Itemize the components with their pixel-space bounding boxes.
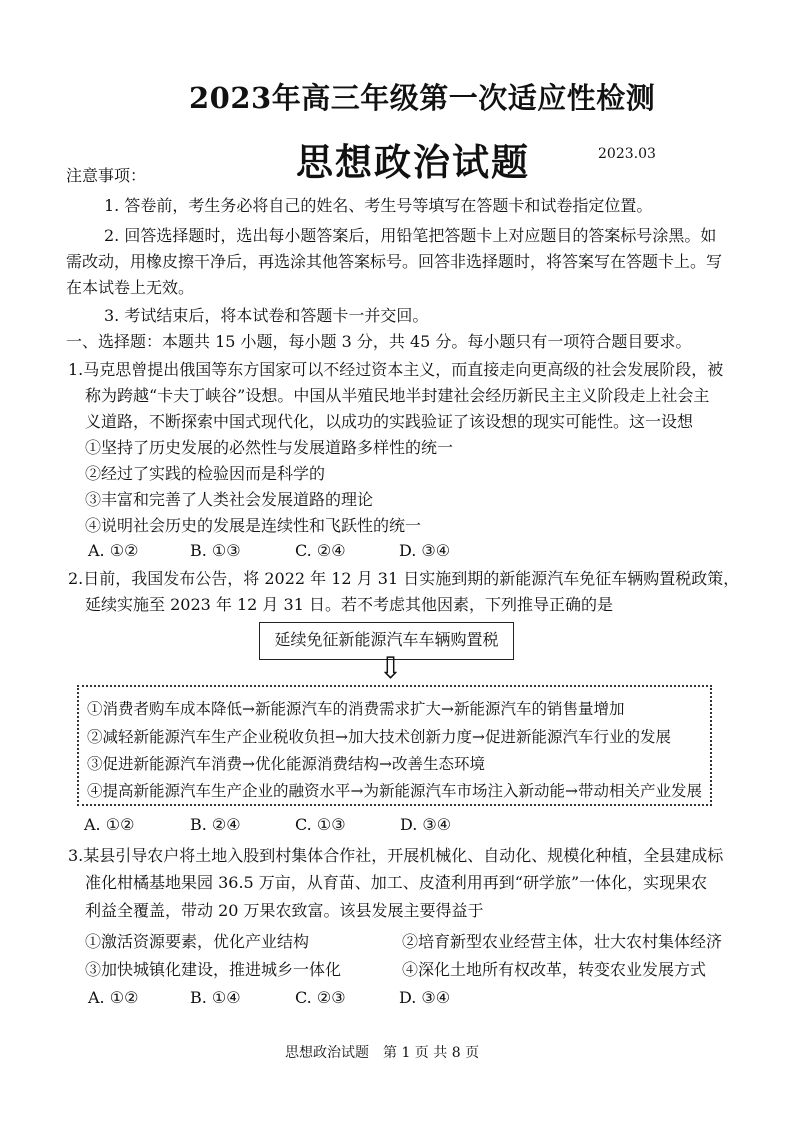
chain-2: ②减轻新能源汽车生产企业税收负担→加大技术创新力度→促进新能源汽车行业的发展 — [87, 728, 671, 746]
q1-statement-3: ③丰富和完善了人类社会发展道路的理论 — [85, 490, 374, 509]
q3-statement-4: ④深化土地所有权改革，转变农业发展方式 — [402, 960, 707, 979]
notice-item-1: 1. 答卷前，考生务必将自己的姓名、考生号等填写在答题卡和试卷指定位置。 — [104, 196, 653, 215]
q3-option-d[interactable]: D. ③④ — [399, 988, 451, 1007]
q3-statement-3: ③加快城镇化建设，推进城乡一体化 — [85, 960, 342, 979]
q3-line-2: 准化柑橘基地果园 36.5 万亩，从育苗、加工、皮渣利用再到“研学旅”一体化，实现果农 — [85, 873, 708, 892]
q2-option-b[interactable]: B. ②④ — [190, 815, 241, 834]
policy-box-title: 延续免征新能源汽车车辆购置税 — [274, 630, 499, 649]
q1-line-2: 称为跨越“卡夫丁峡谷”设想。中国从半殖民地半封建社会经历新民主主义阶段走上社会主 — [85, 386, 710, 405]
q3-line-1: 3.某县引导农户将土地入股到村集体合作社，开展机械化、自动化、规模化种植，全县建成标 — [68, 846, 724, 865]
q3-option-c[interactable]: C. ②③ — [295, 988, 346, 1007]
q1-option-b[interactable]: B. ①③ — [190, 541, 241, 560]
q1-option-a[interactable]: A. ①② — [88, 541, 139, 560]
q1-option-d[interactable]: D. ③④ — [399, 541, 451, 560]
q1-option-c[interactable]: C. ②④ — [295, 541, 346, 560]
q2-option-d[interactable]: D. ③④ — [400, 815, 452, 834]
q1-statement-4: ④说明社会历史的发展是连续性和飞跃性的统一 — [85, 516, 422, 535]
q1-line-3: 义道路，不断探索中国式现代化，以成功的实践验证了该设想的现实可能性。这一设想 — [85, 412, 694, 431]
q2-line-1: 2.日前，我国发布公告，将 2022 年 12 月 31 日实施到期的新能源汽车免征车辆购置税政策， — [68, 569, 740, 588]
notice-heading: 注意事项： — [66, 166, 147, 185]
q1-statement-2: ②经过了实践的检验因而是科学的 — [85, 464, 326, 483]
q3-option-a[interactable]: A. ①② — [88, 988, 139, 1007]
q3-statement-2: ②培育新型农业经营主体，壮大农村集体经济 — [402, 932, 723, 951]
q2-option-a[interactable]: A. ①② — [84, 815, 135, 834]
q3-statement-1: ①激活资源要素，优化产业结构 — [85, 932, 310, 951]
q1-statement-1: ①坚持了历史发展的必然性与发展道路多样性的统一 — [85, 438, 454, 457]
down-arrow-icon: ⇩ — [378, 651, 404, 686]
page-footer: 思想政治试题 第 1 页 共 8 页 — [285, 1045, 480, 1061]
notice-item-2-cont: 需改动，用橡皮擦干净后，再选涂其他答案标号。回答非选择题时，将答案写在答题卡上。写 — [66, 252, 723, 271]
subject-title: 思想政治试题 — [296, 140, 530, 184]
inference-box — [77, 685, 712, 806]
section-heading: 一、选择题：本题共 15 小题，每小题 3 分，共 45 分。每小题只有一项符合题目要求。 — [66, 332, 692, 351]
notice-item-2: 2. 回答选择题时，选出每小题答案后，用铅笔把答题卡上对应题目的答案标号涂黑。如 — [104, 226, 717, 245]
q3-line-3: 利益全覆盖，带动 20 万果农致富。该县发展主要得益于 — [85, 901, 484, 920]
chain-1: ①消费者购车成本降低→新能源汽车的消费需求扩大→新能源汽车的销售量增加 — [87, 700, 625, 718]
q2-option-c[interactable]: C. ①③ — [295, 815, 346, 834]
exam-date: 2023.03 — [598, 146, 656, 162]
exam-title: 2023年高三年级第一次适应性检测 — [189, 81, 656, 115]
q1-line-1: 1.马克思曾提出俄国等东方国家可以不经过资本主义，而直接走向更高级的社会发展阶段，被 — [68, 360, 724, 379]
chain-4: ④提高新能源汽车生产企业的融资水平→为新能源汽车市场注入新动能→带动相关产业发展 — [87, 782, 702, 800]
notice-item-3: 3. 考试结束后，将本试卷和答题卡一并交回。 — [104, 306, 429, 325]
chain-3: ③促进新能源汽车消费→优化能源消费结构→改善生态环境 — [87, 755, 485, 773]
notice-item-2-end: 在本试卷上无效。 — [66, 278, 195, 297]
q3-option-b[interactable]: B. ①④ — [190, 988, 241, 1007]
q2-line-2: 延续实施至 2023 年 12 月 31 日。若不考虑其他因素，下列推导正确的是 — [85, 595, 613, 614]
